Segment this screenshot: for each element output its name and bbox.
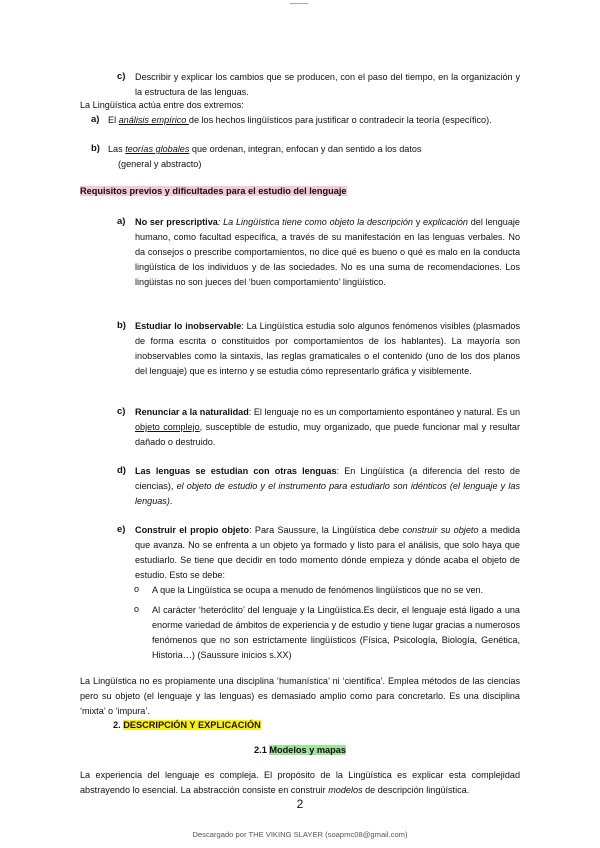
req-e-title: Construir el propio objeto [135, 525, 250, 535]
extreme-a-pre: El [108, 115, 119, 125]
final-paragraph: La experiencia del lenguaje es compleja. El propósito de la Lingüística es explicar esta complejidad abstrayendo lo esencial. La abstracción consiste en construir modelos de descripción lingüística. [80, 770, 520, 795]
section-heading: Requisitos previos y dificultades para el estudio del lenguaje [80, 186, 347, 196]
extremes-intro: La Lingüística actúa entre dos extremos: [80, 100, 244, 110]
extreme-b-post: que ordenan, integran, enfocan y dan sentido a los datos [189, 144, 422, 154]
req-d-title: Las lenguas se estudian con otras lenguas [135, 466, 337, 476]
req-a-label: a) [117, 216, 126, 227]
req-d-text: Las lenguas se estudian con otras lenguas: En Lingüística (a diferencia del resto de ciencias), el objeto de estudio y el instrumento para estudiarlo son idénticos (el lenguaje y las lenguas). [135, 466, 520, 506]
req-b-text: Estudiar lo inobservable: La Lingüística estudia solo algunos fenómenos visibles (plasmados de forma escrita o constituidos por comportamientos de los hablantes). La mayoría son inobservables como la sintaxis, las reglas gramaticales o el contenido (uno de los dos planos del lenguaje) que es interno y se estudia cómo representarlo gráfica y visiblemente. [135, 321, 520, 376]
req-b-label: b) [117, 320, 126, 331]
req-e-bullet-2: Al carácter ‘heteróclito’ del lenguaje y la Lingüística.Es decir, el lenguaje está ligado a una enorme variedad de ámbitos de experiencia y de estudio y tiene lugar gracias a numerosos fenómenos que no son estrictamente lingüísticos (Física, Psicología, Biología, Genética, Historia…) (Saussure inicios s.XX) [152, 605, 520, 660]
item-c-text: Describir y explicar los cambios que se producen, con el paso del tiempo, en la organización y la estructura de las lenguas. [135, 72, 520, 97]
extreme-b-text [108, 142, 520, 157]
extreme-a-post: de los hechos lingüísticos para justificar o contradecir la teoría (específico). [188, 115, 492, 125]
top-edge-mark [290, 0, 308, 4]
req-e-bullet-1: A que la Lingüística se ocupa a menudo de fenómenos lingüísticos que no se ven. [152, 585, 484, 595]
req-c-text: Renunciar a la naturalidad: El lenguaje no es un comportamiento espontáneo y natural. Es un objeto complejo, susceptible de estudio, muy organizado, que puede funcionar mal y resultar dañado o destruido. [135, 407, 521, 447]
req-c-title: Renunciar a la naturalidad [135, 407, 249, 417]
closing-paragraph: La Lingüística no es propiamente una disciplina ‘humanística’ ni ‘científica’. Emplea métodos de las ciencias pero su objeto (el lenguaje y las lenguas) es demasiado amplio como para concretarlo. Es una disciplina ‘mixta’ o ‘impura’. [80, 676, 520, 716]
bullet-marker-1: o [134, 584, 140, 594]
extreme-b-term: teorías globales [125, 144, 190, 154]
extreme-b-label: b) [91, 143, 100, 154]
req-e-label: e) [117, 524, 126, 535]
req-a-title: No ser prescriptiva [135, 217, 218, 227]
item-c-label: c) [117, 71, 126, 82]
req-d-label: d) [117, 465, 126, 476]
req-a-text: No ser prescriptiva: La Lingüística tiene como objeto la descripción y explicación del lenguaje humano, como facultad específica, a través de su manifestación en las lenguas verbales. No da consejos o prescribe comportamientos, no dice qué es bueno o qué es malo en la conducta lingüística de los individuos y de las sociedades. No es una suma de recomendaciones. Los lingüistas no son jueces del ‘buen comportamiento’ lingüístico. [135, 217, 520, 287]
extreme-a-text [108, 113, 520, 128]
bullet-marker-2: o [134, 604, 140, 614]
extreme-a-label: a) [91, 114, 100, 125]
section-2-heading: 2. DESCRIPCIÓN Y EXPLICACIÓN [113, 720, 261, 730]
extreme-b-pre: Las [108, 144, 126, 154]
extreme-a-term: análisis empírico [118, 115, 189, 125]
subsection-2-1-heading: 2.1 Modelos y mapas [254, 745, 346, 755]
req-b-title: Estudiar lo inobservable [135, 321, 242, 331]
page-number: 2 [296, 797, 304, 811]
extreme-b-line2: (general y abstracto) [118, 159, 202, 169]
req-e-text: Construir el propio objeto: Para Saussure, la Lingüística debe construir su objeto a medida que avanza. No se enfrenta a un objeto ya formado y listo para el análisis, que solo haya que estudiarlo. Se tiene que decidir en todo momento dónde empieza y dónde acaba el objeto de estudio. Esto se debe: [135, 525, 521, 580]
download-footer: Descargado por THE VIKING SLAYER (soapmc08@gmail.com) [192, 830, 408, 839]
req-c-label: c) [117, 406, 126, 417]
